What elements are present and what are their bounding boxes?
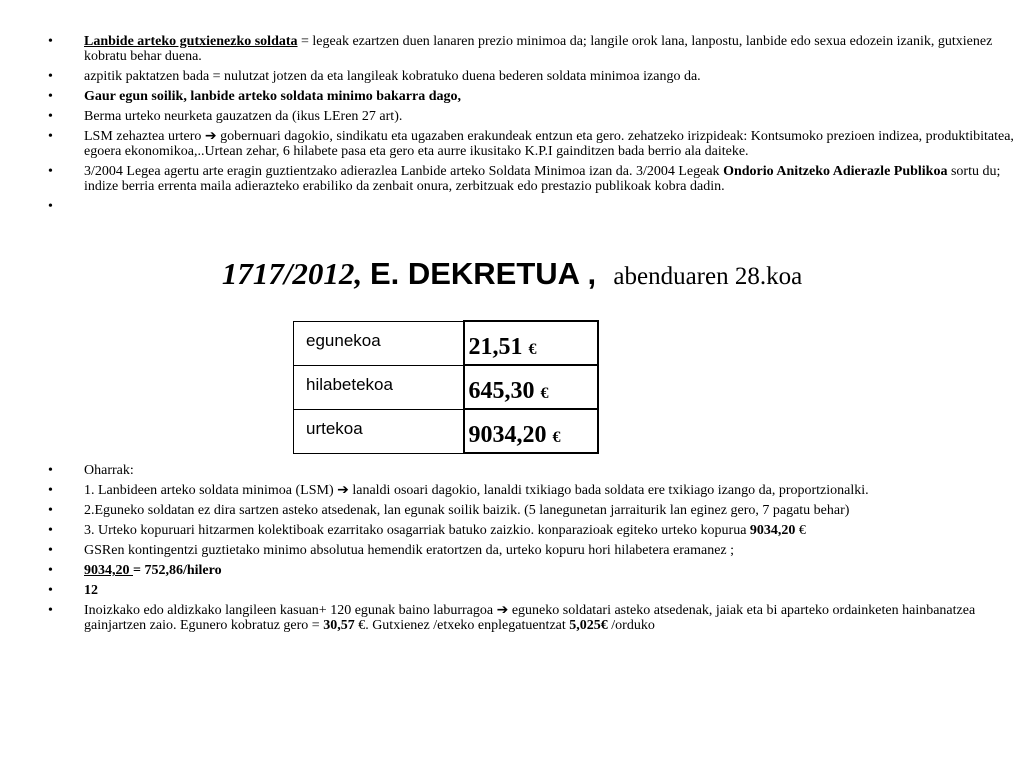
wage-value-cell <box>464 321 598 365</box>
list-item <box>48 109 1018 124</box>
bullet-text: Gaur egun soilik, lanbide arteko soldata minimo bakarra dago, <box>84 89 462 104</box>
wage-value-cell <box>464 409 598 453</box>
euro-sign: € <box>540 385 549 402</box>
bullet-icon: • <box>48 543 53 558</box>
bullet-icon: • <box>48 463 53 478</box>
bullet-icon: • <box>48 199 53 214</box>
bullet-icon: • <box>48 164 53 179</box>
list-item <box>48 164 1018 194</box>
period-label: urtekoa <box>294 409 464 453</box>
decree-separator: , <box>354 256 370 291</box>
minimum-wage-term: Lanbide arteko gutxienezko soldata <box>84 34 298 49</box>
list-item <box>48 523 1018 538</box>
bullet-text: LSM zehaztea urtero <box>84 129 205 144</box>
bullet-icon: • <box>48 503 53 518</box>
period-label: hilabetekoa <box>294 365 464 409</box>
bullet-icon: • <box>48 523 53 538</box>
bullet-text-continued: €. Gutxienez /etxeko enplegatuentzat <box>354 618 570 633</box>
decree-name: E. DEKRETUA <box>369 256 579 291</box>
list-item <box>48 543 1018 558</box>
list-item <box>48 563 1018 578</box>
bullet-text: 3/2004 Legea agertu arte eragin guztientzako adierazlea Lanbide arteko Soldata Minimoa izan da. 3/2004 Legeak <box>84 164 724 179</box>
wage-amount: 645,30 <box>468 378 535 404</box>
bullet-text: GSRen kontingentzi guztietako minimo absolutua hemendik eratortzen da, urteko kopuru hori hilabetera eramanez ; <box>84 543 735 558</box>
table-row <box>294 409 598 453</box>
bullet-bold-term: Ondorio Anitzeko Adierazle Publikoa <box>723 164 948 179</box>
bullet-icon: • <box>48 583 53 598</box>
bullet-text-continued: /orduko <box>607 618 655 633</box>
table-row <box>294 321 598 365</box>
list-item <box>48 503 1018 518</box>
period-label: egunekoa <box>294 321 464 365</box>
notes-heading: Oharrak: <box>84 463 134 478</box>
bullet-text: Inoizkako edo aldizkako langileen kasuan+ 120 egunak baino laburragoa <box>84 603 497 618</box>
euro-sign: € <box>795 523 806 538</box>
bullet-text: 3. Urteko kopuruari hitzarmen kolektiboak ezarritako osagarriak batuko zaizkio. konparazioak egiteko urteko kopurua <box>84 523 750 538</box>
wage-amount: 21,51 <box>468 334 523 360</box>
bullet-text: 2.Eguneko soldatan ez dira sartzen asteko atsedenak, lan egunak soilik baizik. (5 lanegunetan jarraiturik lan eginez gero, 7 pagatu behar) <box>84 503 850 518</box>
list-item <box>48 583 1018 598</box>
list-item <box>48 69 1018 84</box>
bullet-icon: • <box>48 129 53 144</box>
bullet-icon: • <box>48 34 53 49</box>
bullet-text: azpitik paktatzen bada = nulutzat jotzen da eta langileak kobratuko duena bederen soldata minimoa izango da. <box>84 69 701 84</box>
decree-number: 1717/2012 <box>221 256 355 291</box>
list-item <box>48 603 1018 633</box>
annual-amount-numerator: 9034,20 <box>84 563 133 578</box>
minimum-wage-table <box>293 320 599 454</box>
bullet-icon: • <box>48 603 53 618</box>
euro-sign: € <box>552 429 561 446</box>
decree-date: abenduaren 28.koa <box>613 263 803 290</box>
bullet-text-continued: sortu du; indize berria errenta maila adierazteko erabiliko da zenbait onura, zerbitzuak edo prestazio publikoak kobra dadin. <box>84 164 1001 194</box>
decree-separator: , <box>578 256 614 291</box>
bullet-icon: • <box>48 69 53 84</box>
bullet-text: Berma urteko neurketa gauzatzen da (ikus LEren 27 art). <box>84 109 403 124</box>
list-item <box>48 463 1018 478</box>
list-item <box>48 129 1018 159</box>
right-arrow-icon: ➔ <box>496 602 509 618</box>
euro-sign: € <box>528 341 537 358</box>
wage-amount: 9034,20 <box>468 422 547 448</box>
bullet-text-continued: gobernuari dagokio, sindikatu eta ugazaben erakundeak entzun eta gero. zehatzeko irizpideak: Kontsumoko prezioen indizea, produktibitatea, egoera ekonomikoa,..Urtean zehar, 6 hilabete pasa eta gero eta aurre ikusitako K.P.I gainditzen bada berrio ala daiteke. <box>84 129 1014 159</box>
list-item <box>48 483 1018 498</box>
monthly-amount: = 752,86/hilero <box>133 563 222 578</box>
bullet-text-continued: eguneko soldatari asteko atsedenak, jaiak eta bi aparteko ordainketen hainbanatzea gainjartzen zaio. Egunero kobratuz gero = <box>84 603 976 633</box>
bullet-icon: • <box>48 89 53 104</box>
right-arrow-icon: ➔ <box>337 482 349 498</box>
wage-value-cell <box>464 365 598 409</box>
bullet-icon: • <box>48 483 53 498</box>
bullet-text-continued: lanaldi osoari dagokio, lanaldi txikiago bada soldata ere txikiago izango da, proportzionalki. <box>348 483 869 498</box>
bullet-icon: • <box>48 109 53 124</box>
table-row <box>294 365 598 409</box>
list-item <box>48 34 1018 64</box>
minimum-wage-definition: = legeak ezartzen duen lanaren prezio minimoa da; langile orok lana, lanpostu, lanbide edo sexua edozein izanik, gutxienez kobratu behar duena. <box>84 34 993 64</box>
notes-bullet-list <box>48 463 1018 638</box>
bullet-icon: • <box>48 563 53 578</box>
daily-amount: 30,57 <box>323 618 355 633</box>
divisor-months: 12 <box>84 583 98 598</box>
right-arrow-icon: ➔ <box>204 128 217 144</box>
intro-bullet-list <box>48 34 1018 214</box>
list-item <box>48 89 1018 104</box>
hourly-amount: 5,025€ <box>569 618 608 633</box>
decree-heading <box>0 256 1024 292</box>
annual-amount: 9034,20 <box>749 523 796 538</box>
bullet-text: 1. Lanbideen arteko soldata minimoa (LSM) <box>84 483 338 498</box>
